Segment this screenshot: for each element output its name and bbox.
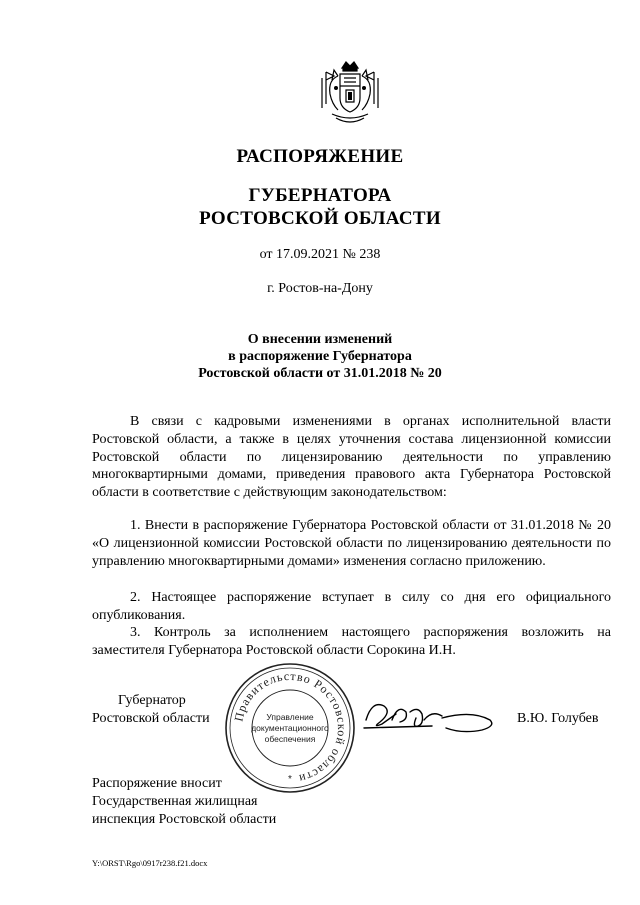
coat-of-arms-icon (318, 58, 382, 130)
body-item-3: 3. Контроль за исполнением настоящего распоряжения возложить на заместителя Губернатора Ростовской области Сорокина И.Н. (92, 625, 611, 658)
body-item-2: 2. Настоящее распоряжение вступает в силу со дня его официального опубликования. (92, 590, 611, 623)
file-path-footer: Y:\ORST\Rgo\0917r238.f21.docx (92, 858, 208, 868)
document-date-number: от 17.09.2021 № 238 (259, 247, 381, 262)
signer-name: В.Ю. Голубев (517, 711, 599, 726)
document-type-title: РАСПОРЯЖЕНИЕ (236, 146, 404, 167)
subject-line-1: О внесении изменений (247, 332, 393, 347)
submitted-by-line-1: Распоряжение вносит (92, 776, 222, 791)
svg-text:обеспечения: обеспечения (264, 734, 316, 744)
body-intro-paragraph: В связи с кадровыми изменениями в органах исполнительной власти Ростовской области, а также в целях уточнения состава лицензионной комиссии Ростовской области по лицензированию деятельности по управлению многоквартирными домами, приведения правового акта Губернатора Ростовской области в соответствие с действующим законодательством: (92, 414, 611, 501)
document-city: г. Ростов-на-Дону (267, 281, 373, 296)
handwritten-signature (362, 690, 502, 740)
submitted-by-line-3: инспекция Ростовской области (92, 812, 277, 827)
signer-position-line-2: Ростовской области (92, 711, 210, 726)
signer-position-line-1: Губернатор (118, 693, 186, 708)
body-item-1: 1. Внести в распоряжение Губернатора Ростовской области от 31.01.2018 № 20 «О лицензионной комиссии Ростовской области по лицензированию деятельности по управлению многоквартирными домами» изменения согласно приложению. (92, 518, 611, 569)
official-seal-stamp (222, 660, 358, 796)
subject-line-3: Ростовской области от 31.01.2018 № 20 (198, 366, 442, 381)
subject-line-2: в распоряжение Губернатора (228, 349, 412, 364)
issuer-line-1: ГУБЕРНАТОРА (248, 185, 392, 206)
svg-text:*: * (288, 774, 292, 785)
submitted-by-line-2: Государственная жилищная (92, 794, 258, 809)
issuer-line-2: РОСТОВСКОЙ ОБЛАСТИ (199, 208, 441, 229)
svg-text:Управление: Управление (266, 712, 314, 722)
svg-text:документационного: документационного (251, 723, 329, 733)
svg-text:Правительство Ростовской облас: Правительство Ростовской области (231, 668, 350, 787)
